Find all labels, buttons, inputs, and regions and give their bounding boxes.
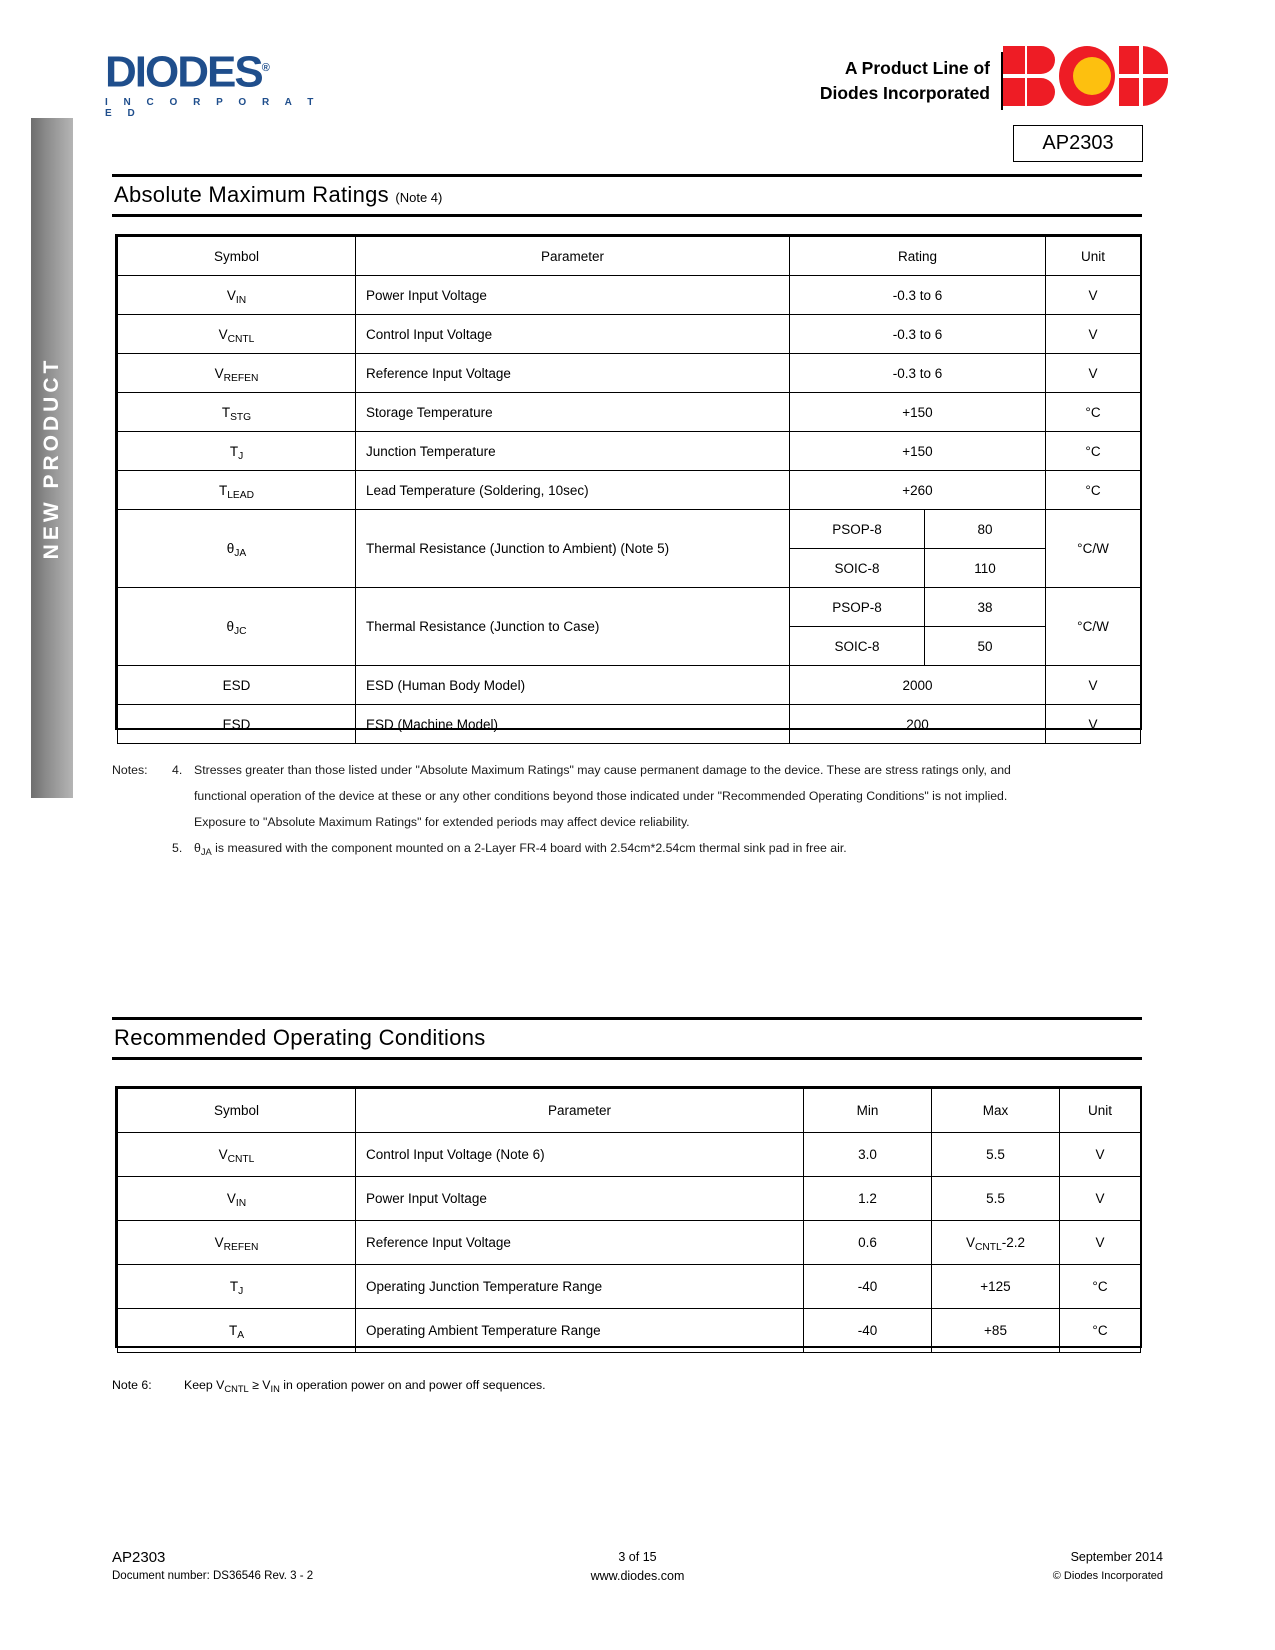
page-header bbox=[0, 0, 1275, 170]
col-symbol: Symbol bbox=[118, 237, 356, 276]
cell-parameter: Operating Junction Temperature Range bbox=[356, 1265, 804, 1309]
cell-max: +85 bbox=[932, 1309, 1060, 1353]
cell-parameter: ESD (Machine Model) bbox=[356, 705, 790, 744]
cell-min: 0.6 bbox=[804, 1221, 932, 1265]
diodes-logo bbox=[105, 46, 335, 119]
col-parameter: Parameter bbox=[356, 1089, 804, 1133]
abs-max-table-frame bbox=[115, 234, 1142, 730]
table-row bbox=[118, 354, 1141, 393]
roc-table bbox=[117, 1088, 1141, 1353]
note-6 bbox=[112, 1378, 546, 1392]
cell-max: 5.5 bbox=[932, 1133, 1060, 1177]
cell-min: -40 bbox=[804, 1265, 932, 1309]
cell-package: PSOP-8 bbox=[790, 510, 925, 549]
abs-max-title-text: Absolute Maximum Ratings bbox=[114, 182, 389, 207]
table-row bbox=[118, 1265, 1141, 1309]
cell-rating: 200 bbox=[790, 705, 1046, 744]
table-row bbox=[118, 393, 1141, 432]
table-row bbox=[118, 1221, 1141, 1265]
table-row bbox=[118, 432, 1141, 471]
col-max: Max bbox=[932, 1089, 1060, 1133]
new-product-label: NEW PRODUCT bbox=[40, 356, 63, 560]
note-4-number: 4. bbox=[172, 763, 183, 777]
cell-symbol: $T_J$ bbox=[118, 1265, 356, 1309]
cell-value: 50 bbox=[925, 627, 1046, 666]
registered-trademark-icon: ® bbox=[261, 62, 268, 74]
cell-symbol: $V_{CNTL}$ bbox=[118, 1133, 356, 1177]
note-4-line3: Exposure to "Absolute Maximum Ratings" for extended periods may affect device reliability. bbox=[194, 815, 690, 829]
cell-parameter: Control Input Voltage (Note 6) bbox=[356, 1133, 804, 1177]
cell-unit: °C bbox=[1060, 1309, 1141, 1353]
bcd-logo bbox=[1003, 46, 1168, 106]
part-number-box bbox=[1013, 125, 1143, 162]
footer-date: September 2014 bbox=[1070, 1550, 1163, 1564]
cell-symbol: ESD bbox=[118, 666, 356, 705]
cell-rating: -0.3 to 6 bbox=[790, 276, 1046, 315]
cell-parameter: Operating Ambient Temperature Range bbox=[356, 1309, 804, 1353]
footer-document-number: Document number: DS36546 Rev. 3 - 2 bbox=[112, 1570, 314, 1582]
cell-symbol: $T_{STG}$ bbox=[118, 393, 356, 432]
cell-max: $V_{CNTL}-2.2$ bbox=[932, 1221, 1060, 1265]
footer-website-link[interactable]: www.diodes.com bbox=[590, 1569, 685, 1583]
roc-section-header bbox=[112, 1017, 1142, 1060]
cell-package: PSOP-8 bbox=[790, 588, 925, 627]
cell-symbol: $T_{LEAD}$ bbox=[118, 471, 356, 510]
cell-rating: -0.3 to 6 bbox=[790, 354, 1046, 393]
cell-unit: °C/W bbox=[1046, 588, 1141, 666]
cell-value: 38 bbox=[925, 588, 1046, 627]
abs-max-section-header bbox=[112, 174, 1142, 217]
cell-value: 80 bbox=[925, 510, 1046, 549]
notes-label: Notes: bbox=[112, 763, 148, 777]
roc-table-frame bbox=[115, 1086, 1142, 1348]
table-row bbox=[118, 1177, 1141, 1221]
col-symbol: Symbol bbox=[118, 1089, 356, 1133]
cell-parameter: Thermal Resistance (Junction to Ambient) (Note 5) bbox=[356, 510, 790, 588]
cell-parameter: Thermal Resistance (Junction to Case) bbox=[356, 588, 790, 666]
cell-unit: V bbox=[1046, 705, 1141, 744]
bcd-letter-b-icon bbox=[1003, 46, 1055, 106]
product-line-text bbox=[820, 56, 990, 106]
cell-symbol: $T_A$ bbox=[118, 1309, 356, 1353]
abs-max-rule-bottom bbox=[112, 214, 1142, 217]
table-row bbox=[118, 315, 1141, 354]
col-min: Min bbox=[804, 1089, 932, 1133]
product-line-row2: Diodes Incorporated bbox=[819, 83, 990, 103]
table-header-row bbox=[118, 1089, 1141, 1133]
bcd-letter-d-icon bbox=[1119, 46, 1168, 106]
cell-package: SOIC-8 bbox=[790, 627, 925, 666]
footer-right bbox=[1053, 1548, 1163, 1586]
diodes-logo-subtitle: I N C O R P O R A T E D bbox=[105, 96, 320, 119]
cell-unit: °C bbox=[1060, 1265, 1141, 1309]
table-header-row bbox=[118, 237, 1141, 276]
cell-unit: V bbox=[1046, 354, 1141, 393]
cell-parameter: Power Input Voltage bbox=[356, 276, 790, 315]
cell-package: SOIC-8 bbox=[790, 549, 925, 588]
cell-parameter: ESD (Human Body Model) bbox=[356, 666, 790, 705]
cell-min: 3.0 bbox=[804, 1133, 932, 1177]
cell-symbol: $V_{IN}$ bbox=[118, 1177, 356, 1221]
cell-parameter: Storage Temperature bbox=[356, 393, 790, 432]
cell-symbol: $\theta_{JC}$ bbox=[118, 588, 356, 666]
notes-block bbox=[112, 757, 1147, 862]
note-5 bbox=[172, 835, 1147, 862]
col-unit: Unit bbox=[1060, 1089, 1141, 1133]
cell-parameter: Junction Temperature bbox=[356, 432, 790, 471]
cell-min: -40 bbox=[804, 1309, 932, 1353]
note-4 bbox=[112, 757, 1147, 783]
product-line-row1: A Product Line of bbox=[844, 58, 990, 78]
roc-title-text: Recommended Operating Conditions bbox=[114, 1025, 486, 1050]
bcd-letter-c-icon bbox=[1059, 46, 1115, 106]
abs-max-title bbox=[112, 177, 1142, 214]
cell-unit: °C bbox=[1046, 471, 1141, 510]
roc-rule-bottom bbox=[112, 1057, 1142, 1060]
table-row bbox=[118, 471, 1141, 510]
cell-symbol: $T_J$ bbox=[118, 432, 356, 471]
abs-max-table bbox=[117, 236, 1141, 744]
new-product-sidebar bbox=[31, 118, 73, 798]
table-row bbox=[118, 1309, 1141, 1353]
footer-copyright: © Diodes Incorporated bbox=[1052, 1570, 1163, 1582]
abs-max-title-note: (Note 4) bbox=[395, 190, 443, 205]
cell-symbol: $\theta_{JA}$ bbox=[118, 510, 356, 588]
cell-unit: V bbox=[1060, 1221, 1141, 1265]
cell-unit: V bbox=[1046, 315, 1141, 354]
cell-unit: °C bbox=[1046, 432, 1141, 471]
table-row-theta-jc bbox=[118, 588, 1141, 627]
cell-symbol: ESD bbox=[118, 705, 356, 744]
cell-rating: +150 bbox=[790, 432, 1046, 471]
diodes-logo-wordmark: DIODES® bbox=[105, 47, 268, 97]
cell-symbol: $V_{CNTL}$ bbox=[118, 315, 356, 354]
col-unit: Unit bbox=[1046, 237, 1141, 276]
col-rating: Rating bbox=[790, 237, 1046, 276]
table-row bbox=[118, 705, 1141, 744]
table-row bbox=[118, 666, 1141, 705]
table-row-theta-ja bbox=[118, 510, 1141, 549]
cell-unit: V bbox=[1060, 1177, 1141, 1221]
cell-unit: V bbox=[1046, 666, 1141, 705]
table-row bbox=[118, 1133, 1141, 1177]
cell-symbol: $V_{IN}$ bbox=[118, 276, 356, 315]
note-5-text: $\theta_{JA}$ is measured with the component mounted on a 2-Layer FR-4 board with 2.54cm*2.54cm thermal sink pad in free air. bbox=[194, 841, 847, 857]
cell-value: 110 bbox=[925, 549, 1046, 588]
note-5-number: 5. bbox=[172, 841, 183, 855]
cell-unit: °C/W bbox=[1046, 510, 1141, 588]
cell-parameter: Lead Temperature (Soldering, 10sec) bbox=[356, 471, 790, 510]
cell-rating: 2000 bbox=[790, 666, 1046, 705]
cell-max: 5.5 bbox=[932, 1177, 1060, 1221]
footer-part-number: AP2303 bbox=[112, 1549, 166, 1566]
cell-parameter: Reference Input Voltage bbox=[356, 354, 790, 393]
footer-page-number: 3 of 15 bbox=[618, 1550, 657, 1564]
table-row bbox=[118, 276, 1141, 315]
note-6-label: Note 6: bbox=[112, 1378, 152, 1392]
cell-rating: +260 bbox=[790, 471, 1046, 510]
cell-rating: -0.3 to 6 bbox=[790, 315, 1046, 354]
cell-rating: +150 bbox=[790, 393, 1046, 432]
cell-min: 1.2 bbox=[804, 1177, 932, 1221]
part-number-label: AP2303 bbox=[1042, 132, 1114, 154]
cell-unit: V bbox=[1046, 276, 1141, 315]
note-4-line1: Stresses greater than those listed under "Absolute Maximum Ratings" may cause permanent damage to the device. These are stress ratings only, and bbox=[194, 763, 1011, 777]
cell-unit: °C bbox=[1046, 393, 1141, 432]
col-parameter: Parameter bbox=[356, 237, 790, 276]
cell-symbol: $V_{REFEN}$ bbox=[118, 1221, 356, 1265]
cell-parameter: Power Input Voltage bbox=[356, 1177, 804, 1221]
note-6-text: Keep $V_{CNTL} \ge V_{IN}$ in operation power on and power off sequences. bbox=[184, 1378, 546, 1394]
cell-parameter: Control Input Voltage bbox=[356, 315, 790, 354]
cell-symbol: $V_{REFEN}$ bbox=[118, 354, 356, 393]
cell-max: +125 bbox=[932, 1265, 1060, 1309]
note-4-line2: functional operation of the device at these or any other conditions beyond those indicated under "Recommended Operating Conditions" is not implied. bbox=[194, 789, 1008, 803]
roc-title bbox=[112, 1020, 1142, 1057]
cell-unit: V bbox=[1060, 1133, 1141, 1177]
cell-parameter: Reference Input Voltage bbox=[356, 1221, 804, 1265]
